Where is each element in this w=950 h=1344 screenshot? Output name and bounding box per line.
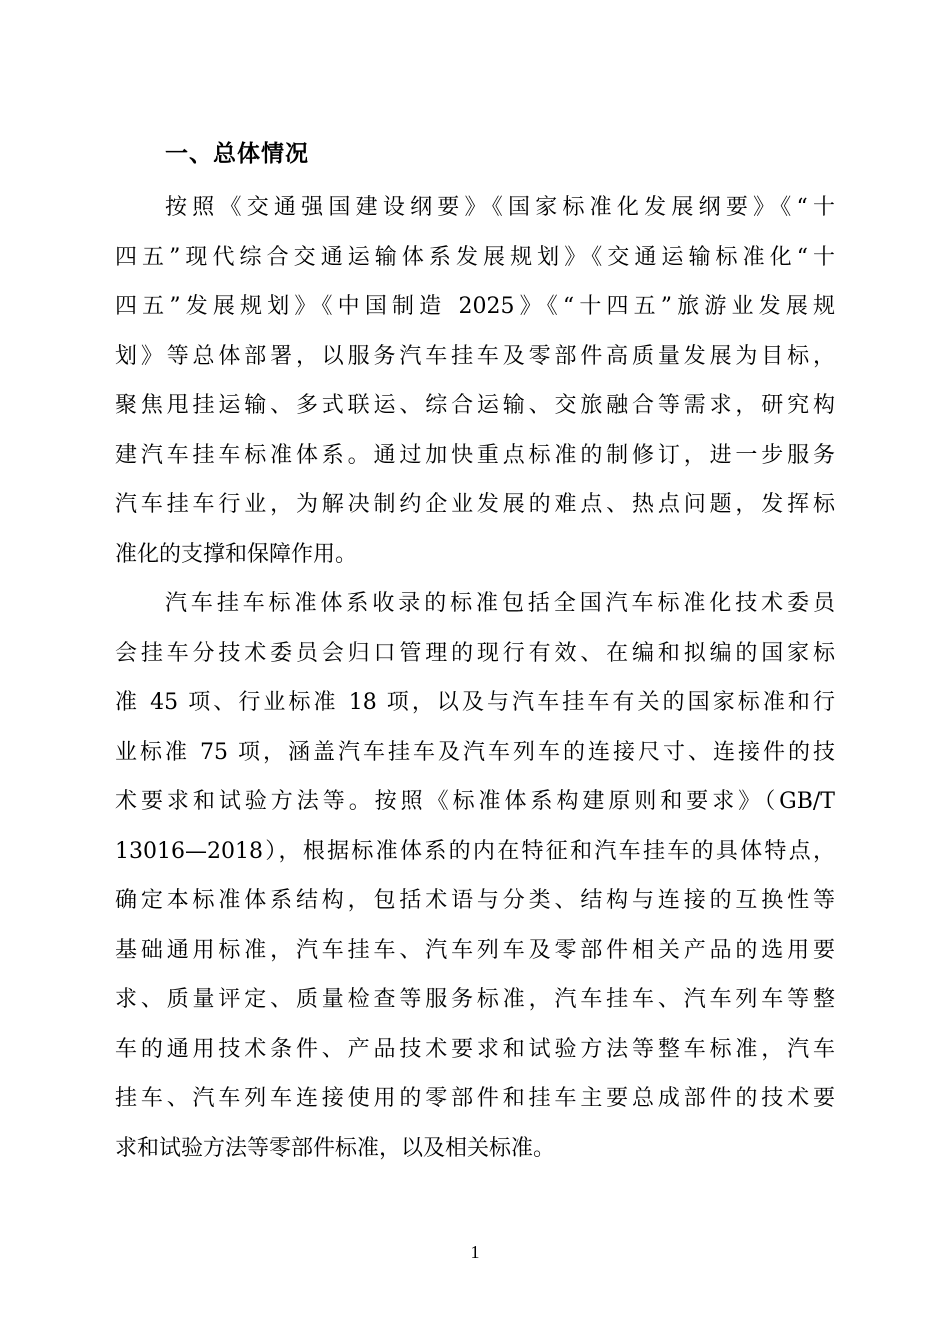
paragraph-line: 会挂车分技术委员会归口管理的现行有效、在编和拟编的国家标 (115, 640, 835, 666)
paragraph-line: 划》等总体部署，以服务汽车挂车及零部件高质量发展为目标， (115, 343, 835, 369)
paragraph-line: 聚焦甩挂运输、多式联运、综合运输、交旅融合等需求，研究构 (115, 393, 835, 418)
paragraph-standards-scope (115, 579, 835, 1173)
paragraph-line: 求、质量评定、质量检查等服务标准，汽车挂车、汽车列车等整 (115, 987, 835, 1012)
page-number: 1 (470, 1242, 480, 1262)
paragraph-line: 建汽车挂车标准体系。通过加快重点标准的制修订，进一步服务 (115, 442, 835, 468)
paragraph-line: 汽车挂车标准体系收录的标准包括全国汽车标准化技术委员 (165, 591, 835, 616)
paragraph-line: 车的通用技术条件、产品技术要求和试验方法等整车标准，汽车 (115, 1036, 835, 1062)
paragraph-line: 准 45 项、行业标准 18 项，以及与汽车挂车有关的国家标准和行 (115, 690, 835, 715)
paragraph-overview (115, 183, 835, 579)
paragraph-line: 准化的支撑和保障作用。 (115, 541, 358, 567)
paragraph-line: 业标准 75 项，涵盖汽车挂车及汽车列车的连接尺寸、连接件的技 (115, 739, 835, 765)
paragraph-line: 基础通用标准，汽车挂车、汽车列车及零部件相关产品的选用要 (115, 937, 835, 963)
paragraph-line: 按照《交通强国建设纲要》《国家标准化发展纲要》《“十 (165, 195, 835, 220)
paragraph-line: 四五”发展规划》《中国制造 2025》《“十四五”旅游业发展规 (115, 294, 835, 319)
paragraph-line: 挂车、汽车列车连接使用的零部件和挂车主要总成部件的技术要 (115, 1086, 835, 1111)
paragraph-line: 汽车挂车行业，为解决制约企业发展的难点、热点问题，发挥标 (115, 492, 835, 517)
paragraph-line: 四五”现代综合交通运输体系发展规划》《交通运输标准化“十 (115, 244, 835, 270)
paragraph-line: 求和试验方法等零部件标准，以及相关标准。 (115, 1135, 556, 1161)
section-heading: 一、总体情况 (165, 141, 309, 167)
paragraph-line: 确定本标准体系结构，包括术语与分类、结构与连接的互换性等 (115, 888, 835, 913)
paragraph-line: 13016—2018），根据标准体系的内在特征和汽车挂车的具体特点， (115, 838, 835, 864)
paragraph-line: 术要求和试验方法等。按照《标准体系构建原则和要求》（GB/T (115, 789, 835, 814)
